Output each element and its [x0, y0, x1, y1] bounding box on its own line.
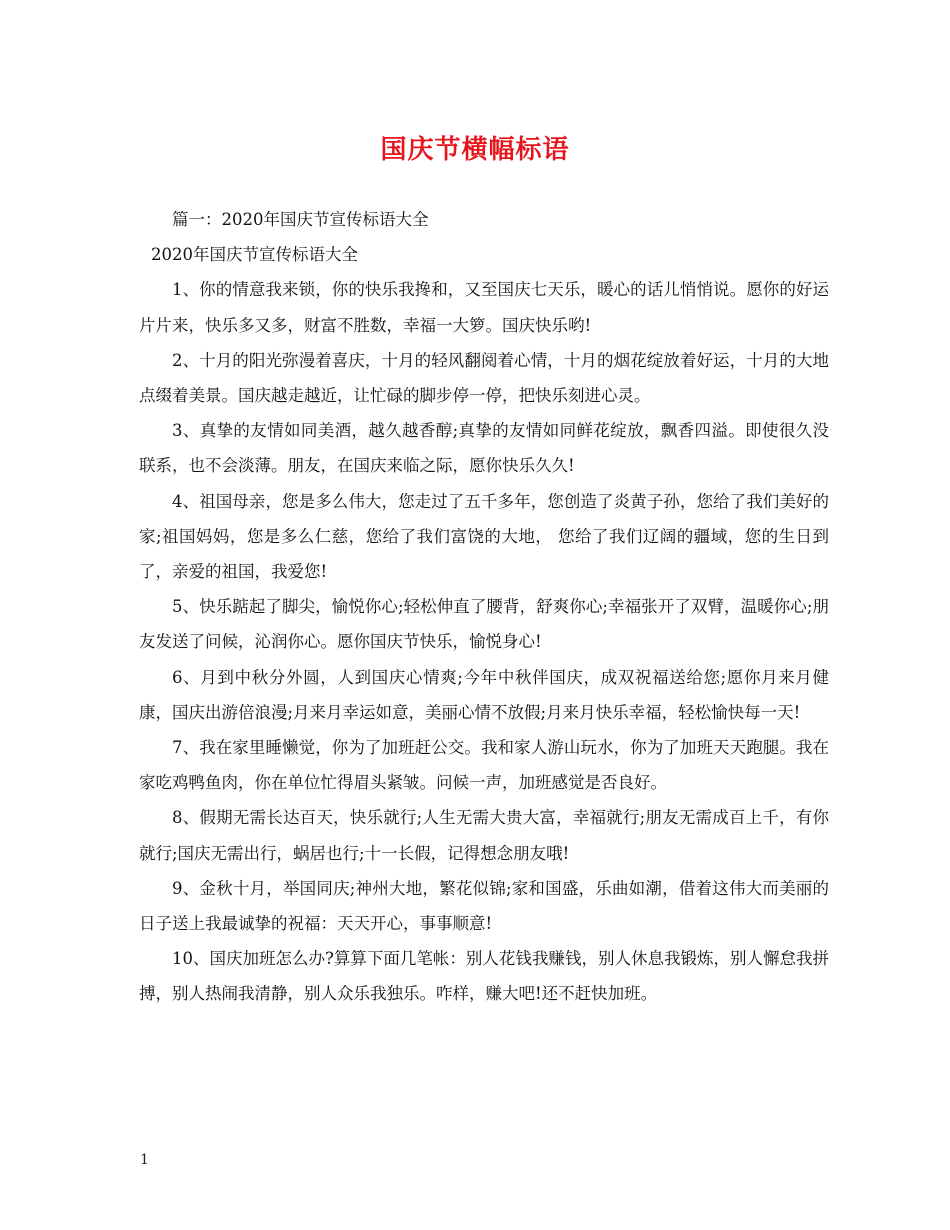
slogan-item-7: 7、我在家里睡懒觉，你为了加班赶公交。我和家人游山玩水，你为了加班天天跑腿。我在家吃鸡鸭鱼肉，你在单位忙得眉头紧皱。问候一声，加班感觉是否良好。 — [139, 738, 829, 793]
slogan-item-2: 2、十月的阳光弥漫着喜庆，十月的轻风翻阅着心情，十月的烟花绽放着好运，十月的大地点缀着美景。国庆越走越近，让忙碌的脚步停一停，把快乐刻进心灵。 — [139, 350, 829, 406]
page-number: 1 — [140, 1152, 149, 1168]
slogan-item-3: 3、真挚的友情如同美酒，越久越香醇;真挚的友情如同鲜花绽放，飘香四溢。即使很久没联系，也不会淡薄。朋友，在国庆来临之际，愿你快乐久久! — [139, 421, 829, 476]
slogan-item-5: 5、快乐踮起了脚尖，愉悦你心;轻松伸直了腰背，舒爽你心;幸福张开了双臂，温暖你心;朋友发送了问候，沁润你心。愿你国庆节快乐，愉悦身心! — [139, 597, 829, 652]
slogan-item-8: 8、假期无需长达百天，快乐就行;人生无需大贵大富，幸福就行;朋友无需成百上千，有你就行;国庆无需出行，蜗居也行;十一长假，记得想念朋友哦! — [139, 808, 829, 863]
document-body — [139, 202, 829, 1012]
section-subtitle: 2020年国庆节宣传标语大全 — [151, 245, 358, 265]
page-title: 国庆节横幅标语 — [380, 135, 570, 165]
slogan-item-9: 9、金秋十月，举国同庆;神州大地，繁花似锦;家和国盛，乐曲如潮，借着这伟大而美丽的日子送上我最诚挚的祝福：天天开心，事事顺意! — [139, 878, 829, 934]
intro-line: 篇一：2020年国庆节宣传标语大全 — [172, 210, 429, 229]
slogan-item-4: 4、祖国母亲，您是多么伟大，您走过了五千多年，您创造了炎黄子孙，您给了我们美好的家;祖国妈妈，您是多么仁慈，您给了我们富饶的大地， 您给了我们辽阔的疆域，您的生日到了，亲爱的祖国，我爱您! — [139, 491, 829, 582]
slogan-item-1: 1、你的情意我来锁，你的快乐我搀和，又至国庆七天乐，暖心的话儿悄悄说。愿你的好运片片来，快乐多又多，财富不胜数，幸福一大箩。国庆快乐哟! — [139, 280, 829, 335]
slogan-item-6: 6、月到中秋分外圆，人到国庆心情爽;今年中秋伴国庆，成双祝福送给您;愿你月来月健康，国庆出游倍浪漫;月来月幸运如意，美丽心情不放假;月来月快乐幸福，轻松愉快每一天! — [139, 667, 829, 722]
slogan-item-10: 10、国庆加班怎么办?算算下面几笔帐：别人花钱我赚钱，别人休息我锻炼，别人懈怠我拼搏，别人热闹我清静，别人众乐我独乐。咋样，赚大吧!还不赶快加班。 — [139, 949, 829, 1004]
